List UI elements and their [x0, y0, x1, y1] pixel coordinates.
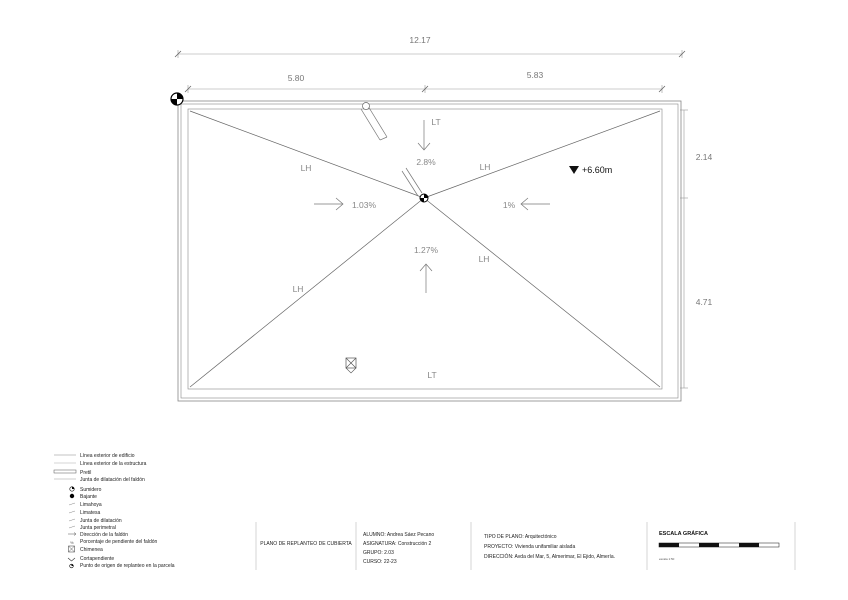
legend-item: Cortapendiente [80, 556, 115, 562]
legend-item: Pretil [80, 470, 92, 476]
plan-type: TIPO DE PLANO: Arquitectónico [484, 534, 557, 540]
legend-expansion-joint-icon [69, 519, 75, 521]
chimney-icon [346, 358, 356, 373]
subject: ASIGNATURA: Construcción 2 [363, 541, 432, 547]
level-marker [569, 165, 612, 175]
eave-label-top: LT [431, 117, 441, 127]
project: PROYECTO: Vivienda unifamiliar aislada [484, 544, 576, 550]
slope-label-top: 2.8% [416, 157, 436, 167]
scale-title: ESCALA GRÁFICA [659, 531, 708, 537]
left-width-label: 5.80 [287, 73, 305, 83]
total-width-label: 12.17 [409, 35, 431, 45]
legend [54, 453, 175, 569]
slope-arrow-left [314, 198, 343, 210]
legend-item: Junta perimetral [80, 525, 116, 531]
legend-item: Junta de dilatación [80, 518, 122, 524]
legend-valley-icon [69, 503, 75, 505]
slope-arrow-bottom [420, 264, 432, 293]
legend-slope-stop-icon [68, 558, 75, 561]
slope-arrow-top [418, 120, 430, 150]
slope-label-right: 1% [502, 200, 516, 210]
hip-label-bottom-right: LH [478, 254, 490, 264]
slope-arrow-right [521, 198, 550, 210]
drain-connector [402, 168, 422, 196]
legend-item: Chimenea [80, 547, 103, 553]
hip-label-top-right: LH [479, 162, 491, 172]
bottom-depth-label: 4.71 [695, 297, 713, 307]
course: CURSO: 22-23 [363, 559, 397, 565]
level-triangle-icon [569, 166, 579, 174]
top-depth-label: 2.14 [695, 152, 713, 162]
legend-chimney-icon [69, 546, 75, 552]
eave-label-bottom: LT [427, 370, 437, 380]
legend-item: Porcentaje de pendiente del faldón [80, 539, 158, 545]
dimension-partial-widths [185, 70, 665, 93]
right-width-label: 5.83 [526, 70, 544, 80]
legend-arrow-icon [68, 533, 76, 536]
slope-label-bottom: 1.27% [413, 245, 439, 255]
graphic-scale-bar [659, 543, 779, 547]
hip-label-top-left: LH [300, 163, 312, 173]
dimension-total-width [175, 35, 685, 58]
legend-item: Limahoya [80, 502, 102, 508]
legend-item: Sumidero [80, 487, 102, 493]
legend-symbol-parapet [54, 470, 76, 473]
legend-item: Limatesa [80, 510, 101, 516]
legend-item: Dirección de la faldón [80, 532, 129, 538]
legend-item: Junta de dilatación del faldón [80, 477, 145, 483]
student: ALUMNO: Andrea Sáez Pecano [363, 532, 435, 538]
legend-hip-icon [69, 511, 75, 513]
plan-title-text: PLANO DE REPLANTEO DE CUBIERTA [260, 541, 352, 547]
legend-item: Bajante [80, 494, 97, 500]
legend-percent-icon: % [70, 540, 74, 545]
address: DIRECCIÓN: Avda del Mar, 5, Almerimar, El Ejido, Almería. [484, 554, 616, 560]
legend-item: Punto de origen de replanteo en la parcela [80, 563, 175, 569]
slope-label-left: 1.03% [351, 200, 377, 210]
hip-label-bottom-left: LH [292, 284, 304, 294]
plan-title [260, 541, 352, 547]
group: GRUPO: 2.03 [363, 550, 394, 556]
drain-icon [420, 194, 428, 202]
dimension-depths [680, 110, 713, 388]
title-block [256, 522, 795, 570]
legend-perimeter-joint-icon [69, 526, 75, 528]
origin-point-icon [171, 93, 183, 105]
level-value: +6.60m [582, 165, 613, 175]
scale-note: escala 1:50 [659, 557, 675, 561]
legend-item: Línea exterior de la estructura [80, 461, 147, 467]
vent-pipe-icon [361, 103, 387, 141]
legend-item: Línea exterior de edificio [80, 453, 135, 459]
legend-downpipe-icon [70, 494, 74, 498]
